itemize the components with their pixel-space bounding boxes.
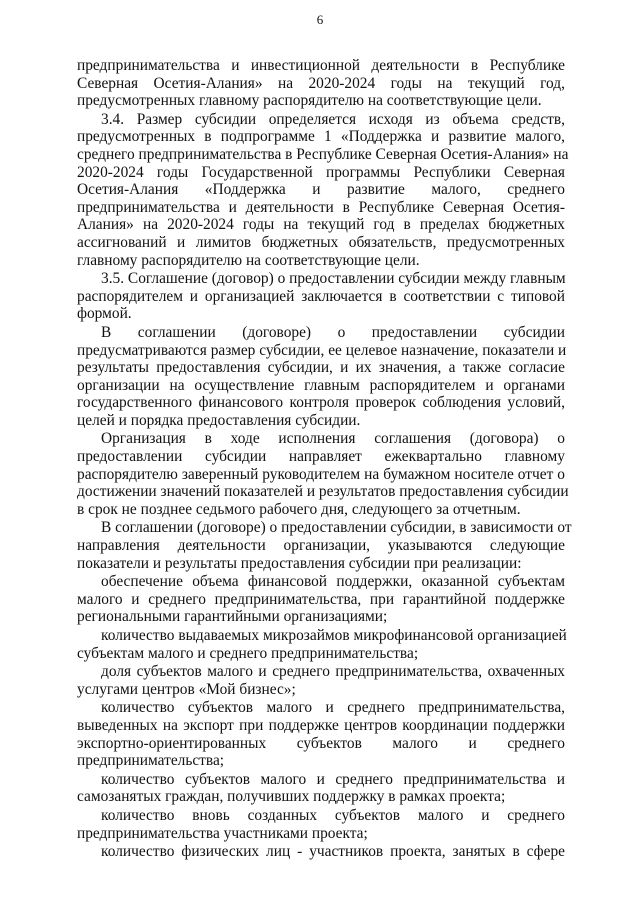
- text-line: 3.4. Размер субсидии определяется исходя из объема средств,: [101, 110, 565, 128]
- text-line: Организация в ходе исполнения соглашения (договора) о: [101, 430, 565, 448]
- text-line: региональными гарантийными организациями;: [77, 608, 388, 626]
- text-line: предпринимательства и деятельности в Республике Северная Осетия-: [77, 198, 565, 216]
- text-line: количество субъектов малого и среднего предпринимательства,: [101, 699, 565, 717]
- document-body: [77, 57, 572, 861]
- text-line: целей и порядка предоставления субсидии.: [77, 411, 361, 429]
- text-line: предусмотренных главному распорядителю на соответствующие цели.: [77, 92, 542, 110]
- text-line: предусмотренных в подпрограмме 1 «Поддержка и развитие малого,: [77, 128, 565, 146]
- text-line: Осетия-Алания «Поддержка и развитие малого, среднего: [77, 181, 565, 199]
- text-line: доля субъектов малого и среднего предпринимательства, охваченных: [101, 663, 565, 681]
- text-line: выведенных на экспорт при поддержке центров координации поддержки: [77, 716, 565, 734]
- text-line: субъектам малого и среднего предпринимательства;: [77, 644, 419, 662]
- text-line: Алания» на 2020-2024 годы на текущий год в пределах бюджетных: [77, 216, 565, 234]
- text-line: предпринимательства и инвестиционной деятельности в Республике: [77, 57, 565, 74]
- text-line: В соглашении (договоре) о предоставлении субсидии: [101, 323, 565, 341]
- text-line: достижении значений показателей и результатов предоставления субсидии: [77, 483, 569, 501]
- text-line: самозанятых граждан, получивших поддержку в рамках проекта;: [77, 788, 506, 806]
- text-line: предусматриваются размер субсидии, ее целевое назначение, показатели и: [77, 341, 567, 359]
- text-line: предоставлении субсидии направляет ежеквартально главному: [77, 448, 565, 466]
- text-line: главному распорядителю на соответствующие цели.: [77, 251, 420, 269]
- text-line: малого и среднего предпринимательства, при гарантийной поддержке: [77, 590, 565, 608]
- text-line: количество физических лиц - участников проекта, занятых в сфере: [101, 843, 565, 861]
- text-line: ассигнований и лимитов бюджетных обязательств, предусмотренных: [77, 233, 565, 251]
- text-line: 3.5. Соглашение (договор) о предоставлении субсидии между главным: [101, 270, 566, 288]
- text-line: распорядителем и организацией заключается в соответствии с типовой: [77, 287, 565, 305]
- text-line: распорядителю заверенный руководителем на бумажном носителе отчет о: [77, 465, 565, 483]
- text-line: формой.: [77, 305, 132, 323]
- page-number: 6: [316, 12, 324, 27]
- text-line: количество выдаваемых микрозаймов микрофинансовой организацией: [101, 627, 567, 644]
- text-line: показатели и результаты предоставления субсидии при реализации:: [77, 554, 522, 572]
- text-line: экспортно-ориентированных субъектов малого и среднего: [77, 734, 565, 752]
- text-line: В соглашении (договоре) о предоставлении субсидии, в зависимости от: [101, 519, 572, 537]
- text-line: количество вновь созданных субъектов малого и среднего: [101, 806, 565, 824]
- text-line: направления деятельности организации, указываются следующие: [77, 537, 565, 555]
- text-line: обеспечение объема финансовой поддержки, оказанной субъектам: [101, 573, 565, 591]
- text-line: Северная Осетия-Алания» на 2020-2024 годы на текущий год,: [77, 74, 565, 92]
- text-line: предпринимательства участниками проекта;: [77, 824, 368, 842]
- text-line: 2020-2024 годы Государственной программы Республики Северная: [77, 163, 565, 181]
- text-line: государственного финансового контроля проверок соблюдения условий,: [77, 394, 565, 412]
- text-line: предпринимательства;: [77, 752, 225, 770]
- text-line: количество субъектов малого и среднего предпринимательства и: [101, 770, 565, 788]
- text-line: услугами центров «Мой бизнес»;: [77, 680, 296, 698]
- text-line: организации на осуществление главным распорядителем и органами: [77, 376, 565, 394]
- text-line: в срок не позднее седьмого рабочего дня, следующего за отчетным.: [77, 500, 521, 518]
- text-line: среднего предпринимательства в Республике Северная Осетия-Алания» на: [77, 145, 569, 163]
- text-line: результаты предоставления субсидии, и их значения, а также согласие: [77, 359, 565, 377]
